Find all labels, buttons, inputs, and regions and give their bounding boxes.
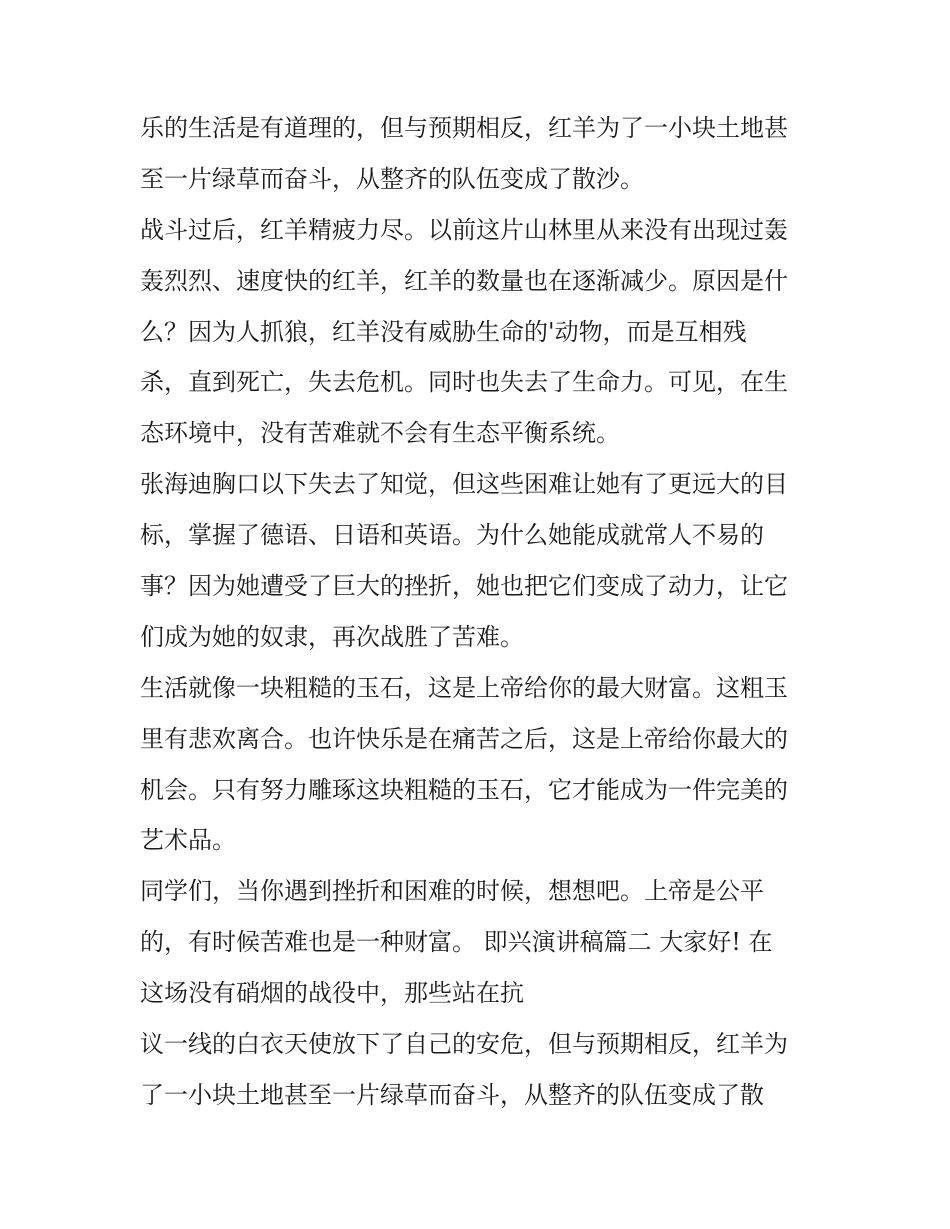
text-line: 乐的生活是有道理的，但与预期相反，红羊为了一小块土地甚 <box>140 114 788 142</box>
text-line: 至一片绿草而奋斗，从整齐的队伍变成了散沙。 <box>140 164 644 193</box>
text-line: 杀，直到死亡，失去危机。同时也失去了生命力。可见，在生 <box>140 368 788 397</box>
text-line: 生活就像一块粗糙的玉石，这是上帝给你的最大财富。这粗玉 <box>140 673 788 702</box>
text-line: 们成为她的奴隶，再次战胜了苦难。 <box>140 622 524 651</box>
text-line: 么？因为人抓狼，红羊没有威胁生命的'动物，而是互相残 <box>140 317 747 346</box>
text-line: 轰烈烈、速度快的红羊，红羊的数量也在逐渐减少。原因是什 <box>140 266 788 295</box>
text-line: 张海迪胸口以下失去了知觉，但这些困难让她有了更远大的目 <box>140 470 788 499</box>
text-line: 标，掌握了德语、日语和英语。为什么她能成就常人不易的 <box>140 521 764 550</box>
body-text <box>140 103 820 1121</box>
text-line: 了一小块土地甚至一片绿草而奋斗，从整齐的队伍变成了散 <box>140 1080 764 1109</box>
text-line: 机会。只有努力雕琢这块粗糙的玉石，它才能成为一件完美的 <box>140 775 788 804</box>
text-line: 事？因为她遭受了巨大的挫折，她也把它们变成了动力，让它 <box>140 572 788 601</box>
text-line: 战斗过后，红羊精疲力尽。以前这片山林里从来没有出现过轰 <box>140 215 788 244</box>
text-line: 这场没有硝烟的战役中，那些站在抗 <box>140 979 524 1008</box>
text-line: 的，有时候苦难也是一种财富。 即兴演讲稿篇二 大家好! 在 <box>140 928 773 957</box>
text-line: 议一线的白衣天使放下了自己的安危，但与预期相反，红羊为 <box>140 1030 788 1059</box>
text-line: 里有悲欢离合。也许快乐是在痛苦之后，这是上帝给你最大的 <box>140 724 788 753</box>
text-line: 同学们，当你遇到挫折和困难的时候，想想吧。上帝是公平 <box>140 877 764 906</box>
text-line: 态环境中，没有苦难就不会有生态平衡系统。 <box>140 419 620 448</box>
text-line: 艺术品。 <box>140 826 236 855</box>
